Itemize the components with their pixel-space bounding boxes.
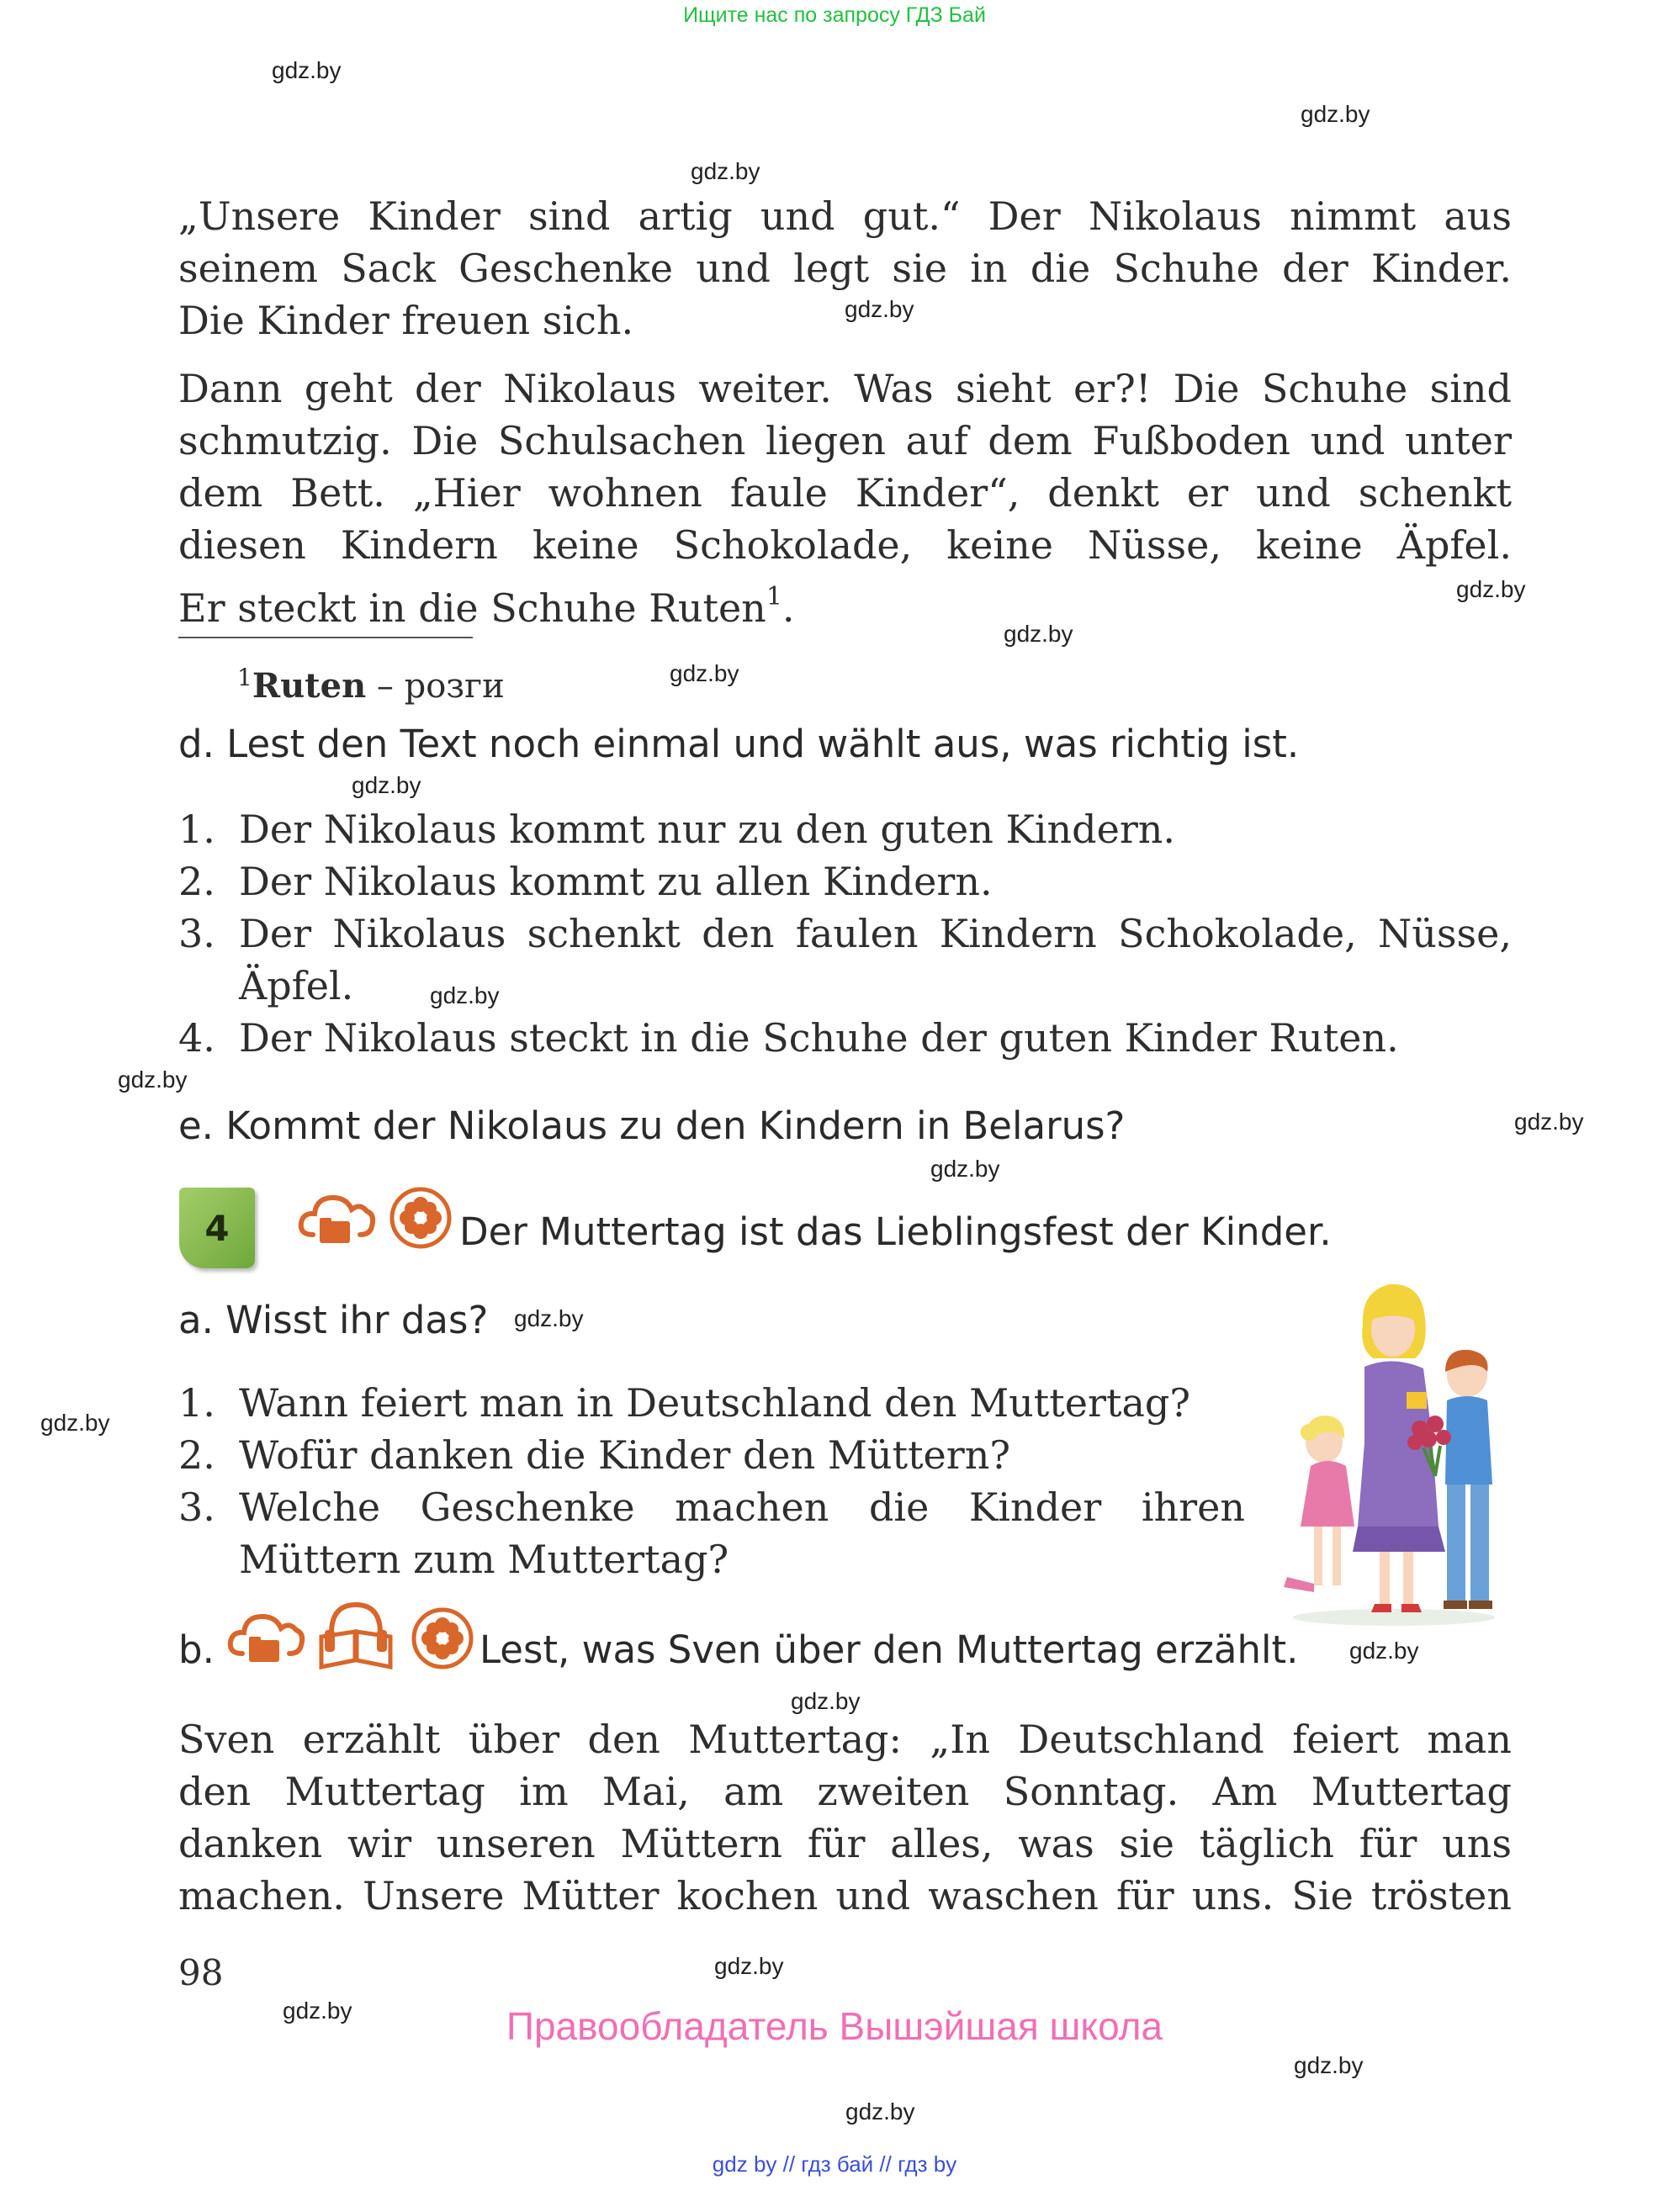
watermark: gdz.by bbox=[845, 296, 914, 322]
text-line: Sven erzählt über den Muttertag: „In Deutschland feiert man bbox=[178, 1717, 1512, 1762]
text-line-content: Er steckt in die Schuhe Ruten bbox=[178, 585, 766, 631]
item-text: Der Nikolaus kommt zu allen Kindern. bbox=[239, 859, 993, 904]
list-item bbox=[178, 1429, 1245, 1481]
text-line: schmutzig. Die Schulsachen liegen auf dem Fußboden und unter bbox=[178, 418, 1512, 463]
watermark: gdz.by bbox=[1514, 1109, 1584, 1135]
watermark: gdz.by bbox=[930, 1156, 1000, 1182]
watermark: gdz.by bbox=[1301, 101, 1370, 127]
task-d-instruction: d. Lest den Text noch einmal und wählt aus, was richtig ist. bbox=[178, 722, 1300, 766]
item-number: 1. bbox=[178, 807, 215, 852]
watermark: gdz.by bbox=[272, 57, 342, 83]
footnote-marker: 1 bbox=[766, 582, 782, 611]
item-number: 4. bbox=[178, 1015, 215, 1061]
task-a-instruction: a. Wisst ihr das? bbox=[178, 1298, 489, 1342]
footnote bbox=[237, 652, 505, 712]
bottom-links[interactable]: gdz by // гдз бай // гдз by bbox=[712, 2151, 957, 2177]
rights-holder: Правообладатель Вышэйшая школа bbox=[506, 2004, 1163, 2048]
footnote-divider bbox=[178, 637, 473, 638]
top-banner[interactable]: Ищите нас по запросу ГДЗ Бай bbox=[683, 3, 986, 27]
item-number: 3. bbox=[178, 911, 215, 956]
cloud-folder-icon bbox=[296, 1188, 377, 1252]
item-text: Der Nikolaus kommt nur zu den guten Kindern. bbox=[239, 807, 1176, 852]
task-d-list bbox=[178, 803, 1512, 1064]
watermark: gdz.by bbox=[714, 1953, 784, 1979]
text-line: den Muttertag im Mai, am zweiten Sonntag. Am Muttertag bbox=[178, 1769, 1512, 1814]
task-e-question: e. Kommt der Nikolaus zu den Kindern in Belarus? bbox=[178, 1103, 1126, 1148]
text-line: diesen Kindern keine Schokolade, keine Nüsse, keine Äpfel. bbox=[178, 522, 1512, 568]
watermark: gdz.by bbox=[283, 1998, 352, 2024]
item-number: 2. bbox=[178, 1432, 215, 1478]
text-line: machen. Unsere Mütter kochen und waschen für uns. Sie trösten bbox=[178, 1873, 1512, 1918]
page-number: 98 bbox=[178, 1952, 224, 1993]
text-line bbox=[178, 571, 1512, 634]
item-text: Der Nikolaus steckt in die Schuhe der guten Kinder Ruten. bbox=[239, 1015, 1399, 1061]
item-text: Wofür danken die Kinder den Müttern? bbox=[239, 1432, 1011, 1478]
story-paragraph-1 bbox=[178, 190, 1512, 347]
text-line: Die Kinder freuen sich. bbox=[178, 298, 634, 343]
watermark: gdz.by bbox=[430, 982, 500, 1008]
exercise-number-badge: 4 bbox=[179, 1188, 255, 1268]
story-paragraph-2 bbox=[178, 362, 1512, 634]
watermark: gdz.by bbox=[118, 1066, 188, 1093]
watermark: gdz.by bbox=[40, 1410, 110, 1436]
list-item bbox=[178, 855, 1512, 908]
exercise-title: Der Muttertag ist das Lieblingsfest der Kinder. bbox=[459, 1209, 1332, 1254]
list-item bbox=[178, 803, 1512, 855]
sven-story-paragraph bbox=[178, 1713, 1512, 1922]
book-headphones-icon bbox=[316, 1600, 395, 1670]
watermark: gdz.by bbox=[352, 772, 421, 798]
text-line: danken wir unseren Müttern für alles, was sie täglich für uns bbox=[178, 1821, 1512, 1866]
watermark: gdz.by bbox=[1349, 1638, 1419, 1664]
flower-icon bbox=[411, 1606, 474, 1670]
text-line: dem Bett. „Hier wohnen faule Kinder“, denkt er und schenkt bbox=[178, 470, 1512, 516]
footnote-number: 1 bbox=[237, 664, 252, 691]
watermark: gdz.by bbox=[1456, 576, 1526, 602]
item-text: Wann feiert man in Deutschland den Muttertag? bbox=[239, 1380, 1190, 1426]
mother-children-illustration bbox=[1280, 1274, 1507, 1627]
cloud-folder-icon bbox=[225, 1606, 306, 1670]
sentence-end: . bbox=[782, 585, 795, 631]
watermark: gdz.by bbox=[1004, 621, 1073, 647]
text-line: seinem Sack Geschenke und legt sie in die Schuhe der Kinder. bbox=[178, 246, 1512, 291]
task-b-instruction: Lest, was Sven über den Muttertag erzählt. bbox=[480, 1627, 1299, 1672]
watermark: gdz.by bbox=[514, 1305, 584, 1331]
watermark: gdz.by bbox=[691, 158, 760, 184]
text-line: Welche Geschenke machen die Kinder ihren bbox=[239, 1484, 1245, 1530]
text-line: „Unsere Kinder sind artig und gut.“ Der Nikolaus nimmt aus bbox=[178, 193, 1512, 239]
item-number: 2. bbox=[178, 859, 215, 904]
item-number: 3. bbox=[178, 1484, 215, 1530]
task-a-list bbox=[178, 1377, 1245, 1585]
footnote-word: Ruten bbox=[252, 666, 367, 706]
text-line: Äpfel. bbox=[239, 963, 354, 1008]
watermark: gdz.by bbox=[670, 660, 739, 686]
footnote-translation: – розги bbox=[366, 667, 505, 706]
item-text bbox=[239, 908, 1512, 1012]
item-text bbox=[239, 1481, 1245, 1585]
list-item bbox=[178, 1481, 1245, 1585]
task-b-label: b. bbox=[178, 1627, 215, 1672]
watermark: gdz.by bbox=[1294, 2052, 1364, 2078]
watermark: gdz.by bbox=[791, 1688, 861, 1714]
watermark: gdz.by bbox=[845, 2098, 915, 2125]
list-item bbox=[178, 1012, 1512, 1064]
list-item bbox=[178, 908, 1512, 1012]
item-number: 1. bbox=[178, 1380, 215, 1426]
list-item bbox=[178, 1377, 1245, 1429]
text-line: Müttern zum Muttertag? bbox=[239, 1537, 729, 1582]
text-line: Der Nikolaus schenkt den faulen Kindern Schokolade, Nüsse, bbox=[239, 911, 1512, 956]
text-line: Dann geht der Nikolaus weiter. Was sieht er?! Die Schuhe sind bbox=[178, 366, 1512, 411]
flower-icon bbox=[389, 1186, 453, 1250]
